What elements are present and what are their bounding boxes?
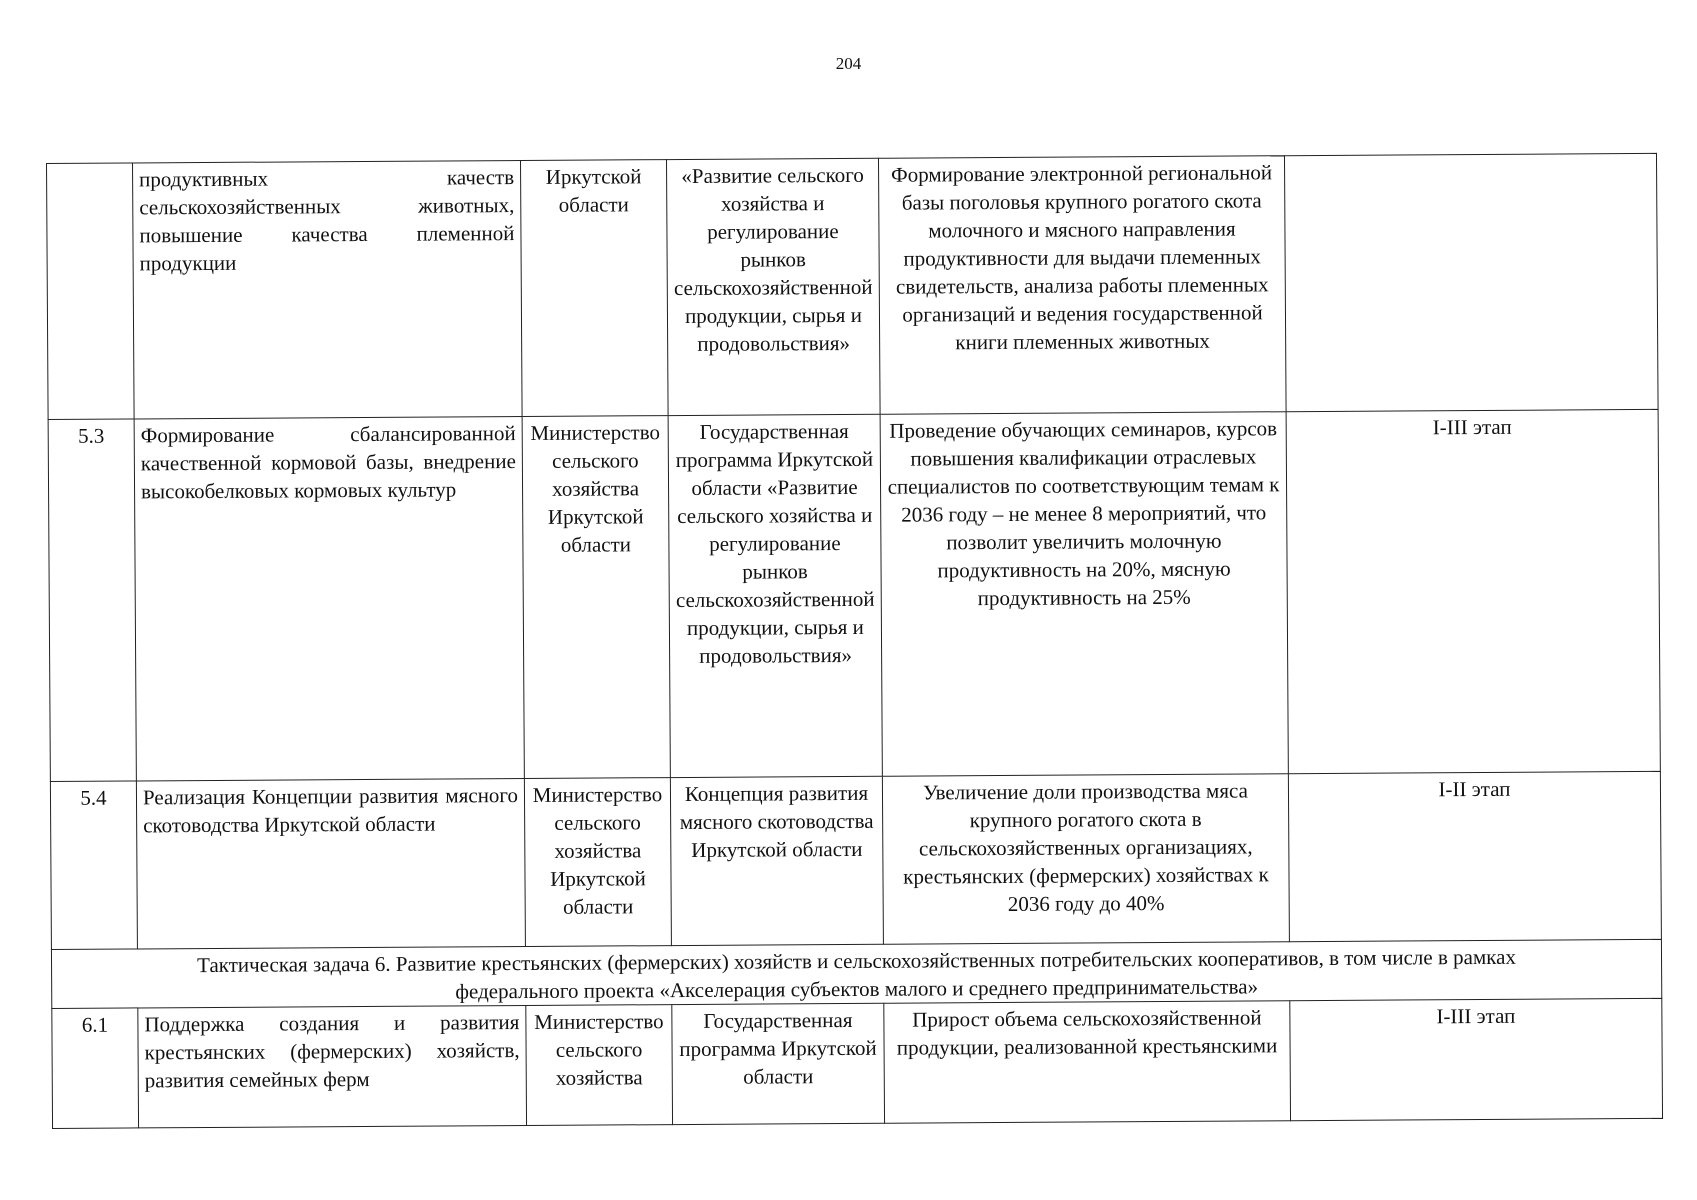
row-number: 5.4 (50, 781, 137, 950)
measure-name: Реализация Концепции развития мясного скотоводства Иркутской области (136, 779, 525, 949)
document-sheet (46, 153, 1662, 1143)
program-document: Государственная программа Иркутской области (672, 1003, 885, 1124)
measure-name: продуктивных качеств сельскохозяйственных животных, повышение качества племенной продукции (133, 161, 523, 419)
expected-result: Формирование электронной региональной базы поголовья крупного рогатого скота молочного и мясного направления продуктивности для выдачи племенных свидетельств, анализа работы племенных организаций и ведения государственной книги племенных животных (878, 156, 1286, 415)
row-number: 6.1 (52, 1008, 139, 1129)
implementation-stage: I-III этап (1286, 409, 1660, 773)
measures-table (46, 153, 1663, 1129)
implementation-stage (1284, 153, 1658, 411)
measure-name: Формирование сбалансированной качественной кормовой базы, внедрение высокобелковых кормовых культур (134, 417, 524, 781)
executor: Министерство сельского хозяйства Иркутской области (522, 416, 670, 779)
table-row (50, 771, 1661, 949)
row-number: 5.3 (48, 419, 136, 782)
expected-result: Увеличение доли производства мяса крупного рогатого скота в сельскохозяйственных организациях, крестьянских (фермерских) хозяйствах к 2036 году до 40% (882, 774, 1289, 945)
program-document: Государственная программа Иркутской области «Развитие сельского хозяйства и регулирование рынков сельскохозяйственной продукции, сырья и продовольствия» (668, 414, 882, 777)
executor: Министерство сельского хозяйства (526, 1005, 673, 1126)
expected-result: Проведение обучающих семинаров, курсов повышения квалификации отраслевых специалистов по соответствующим темам к 2036 году – не менее 8 мероприятий, что позволит увеличить молочную продуктивность на 20%, мясную продуктивность на 25% (880, 412, 1288, 777)
executor: Министерство сельского хозяйства Иркутской области (524, 778, 671, 947)
task-heading-line-2: федерального проекта «Акселерация субъектов малого и среднего предпринимательства» (455, 974, 1259, 1004)
program-document: «Развитие сельского хозяйства и регулирование рынков сельскохозяйственной продукции, сырья и продовольствия» (666, 158, 880, 415)
measure-name: Поддержка создания и развития крестьянских (фермерских) хозяйств, развития семейных ферм (138, 1006, 527, 1128)
implementation-stage: I-II этап (1288, 771, 1661, 941)
expected-result: Прирост объема сельскохозяйственной продукции, реализованной крестьянскими (884, 1001, 1291, 1124)
executor: Иркутской области (520, 160, 668, 417)
table-row (47, 153, 1659, 419)
page-number: 204 (835, 54, 862, 73)
table-row (52, 998, 1663, 1128)
implementation-stage: I-III этап (1290, 998, 1663, 1120)
table-row (48, 409, 1660, 781)
task-heading-line-1: Тактическая задача 6. Развитие крестьянских (фермерских) хозяйств и сельскохозяйственных потребительских кооперативов, в том числе в рамках (197, 944, 1516, 978)
task-heading-row (51, 939, 1661, 1008)
task-heading (51, 939, 1661, 1008)
program-document: Концепция развития мясного скотоводства Иркутской области (670, 776, 883, 945)
row-number (47, 163, 135, 420)
